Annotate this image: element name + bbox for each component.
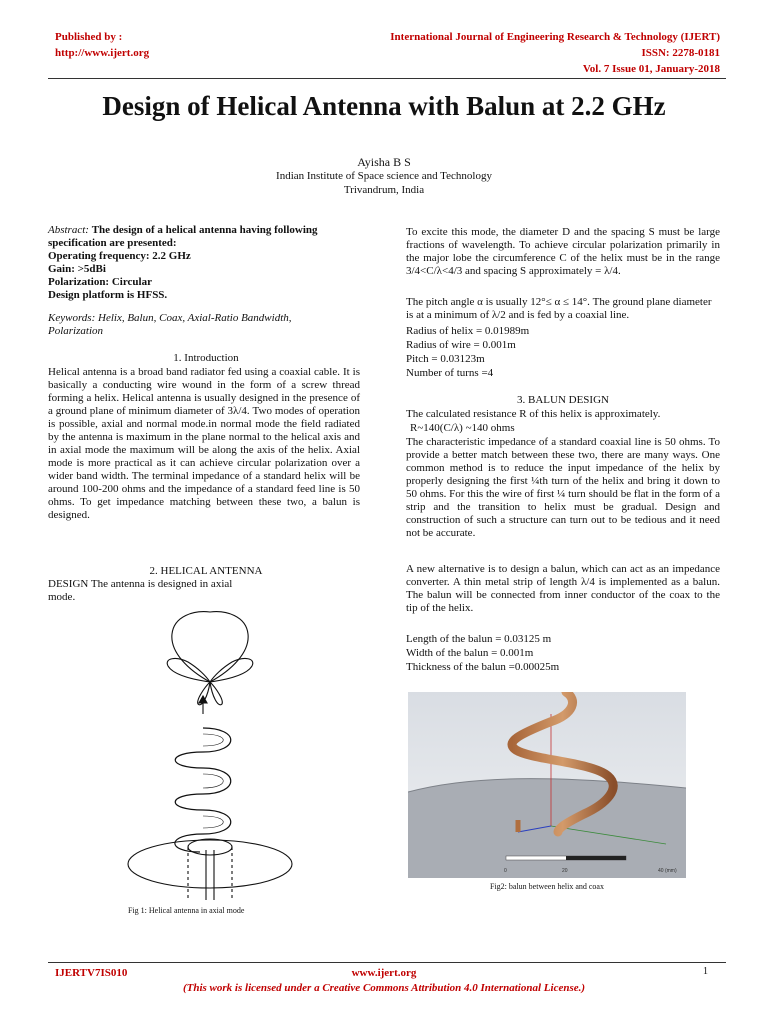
balun-dimensions: [406, 632, 720, 674]
param-radius-wire: Radius of wire = 0.001m: [406, 339, 516, 351]
fig1-caption: Fig 1: Helical antenna in axial mode: [128, 906, 245, 915]
author-name: Ayisha B S: [357, 155, 411, 169]
balun-para-3: A new alternative is to design a balun, which can act as an impedance converter. A thin metal strip of length λ/4 is implemented as a balun. The balun will be connected from inner conductor of the coax to the tip of the helix.: [406, 563, 720, 614]
right-para-2: The pitch angle α is usually 12°≤ α ≤ 14°. The ground plane diameter is at a minimum of λ/2 and is fed by a coaxial line.: [406, 296, 712, 321]
helical-heading: 2. HELICAL ANTENNA: [149, 565, 263, 577]
coax-top: [188, 839, 232, 855]
balun-heading: 3. BALUN DESIGN: [517, 394, 609, 406]
fig2-balun-render: [408, 692, 686, 878]
footer-rule: [48, 962, 726, 963]
scale-label-40: 40 (mm): [658, 868, 677, 874]
footer-paper-id: IJERTV7IS010: [55, 967, 128, 979]
helix-coil: [175, 728, 231, 852]
helical-text: DESIGN The antenna is designed in axial mode.: [48, 578, 233, 603]
balun-thickness: Thickness of the balun =0.00025m: [406, 661, 560, 673]
scale-label-20: 20: [562, 868, 568, 874]
issn: ISSN: 2278-0181: [641, 47, 720, 59]
spec-platform: Design platform is HFSS.: [48, 289, 168, 301]
ground-plane-surface: [408, 779, 686, 878]
balun-para-2: The characteristic impedance of a standard coaxial line is 50 ohms. To provide a better match between these two, there are many ways. One common method is to reduce the input impedance of the helix by properly designing the first ¼th turn of the helix and bring it down to 50 ohms. For this the wire of first ¼ turn should be flat in the form of a strip and the transition to helix must be gradual. Design and construction of such a structure can turn out to be tedious and it need not be accurate.: [406, 436, 720, 539]
param-radius-helix: Radius of helix = 0.01989m: [406, 325, 530, 337]
balun-formula: R~140(C/λ) ~140 ohms: [410, 422, 515, 434]
pattern-back-lobe-right: [210, 682, 222, 705]
abstract: [48, 224, 364, 302]
balun-length: Length of the balun = 0.03125 m: [406, 633, 552, 645]
intro-heading: 1. Introduction: [173, 352, 239, 364]
pattern-main-lobe: [172, 612, 248, 682]
scale-label-0: 0: [504, 868, 507, 874]
volume-issue: Vol. 7 Issue 01, January-2018: [582, 63, 720, 75]
intro-text: Helical antenna is a broad band radiator fed using a coaxial cable. It is basically a conducting wire wound in the form of a screw thread forming a helix. Helical antenna is usually designed in the presence of a ground plane of minimum diameter of 3λ/4. Two modes of operation is possible, axial and normal mode.in normal mode the field radiated by the antenna is maximum in the plane normal to the helical axis and in axial mode the maximum will be along the axis of the helix. Axial mode is more practical as it can achieve circular polarization over a wider band width. The terminal impedance of a standard helix will be around 100-200 ohms and the impedance of a standard feed line is 50 ohms. To get impedance matching between these two, a balun is designed.: [48, 366, 360, 521]
fig2-caption: Fig2: balun between helix and coax: [490, 882, 604, 891]
param-pitch: Pitch = 0.03123m: [406, 353, 485, 365]
footer-website[interactable]: www.ijert.org: [351, 967, 417, 979]
spec-frequency: Operating frequency: 2.2 GHz: [48, 250, 191, 262]
balun-para-1: The calculated resistance R of this helix is approximately.: [406, 408, 661, 420]
spec-gain: Gain: >5dBi: [48, 263, 106, 275]
publisher-label: Published by :: [55, 31, 123, 43]
helix-params: [406, 324, 720, 380]
balun-width: Width of the balun = 0.001m: [406, 647, 534, 659]
abstract-label: Abstract:: [48, 224, 89, 236]
spec-polarization: Polarization: Circular: [48, 276, 152, 288]
abstract-lead: The design of a helical antenna having following specification are presented:: [48, 224, 318, 249]
author-location: Trivandrum, India: [343, 184, 425, 196]
author-institute: Indian Institute of Space science and Technology: [276, 170, 492, 182]
param-turns: Number of turns =4: [406, 367, 494, 379]
right-para-1: To excite this mode, the diameter D and the spacing S must be large fractions of wavelength. To achieve circular polarization primarily in the major lobe the circumference C of the helix must be in the range 3/4<C/λ<4/3 and spacing S approximately = λ/4.: [406, 226, 720, 277]
journal-name: International Journal of Engineering Research & Technology (IJERT): [390, 31, 720, 43]
fig1-helical-antenna: [110, 610, 310, 905]
paper-title: Design of Helical Antenna with Balun at 2.2 GHz: [102, 91, 666, 121]
website-link[interactable]: http://www.ijert.org: [55, 47, 150, 59]
page-number: 1: [703, 966, 708, 977]
header-rule: [48, 78, 726, 79]
keywords: Keywords: Helix, Balun, Coax, Axial-Ratio Bandwidth, Polarization: [48, 312, 292, 337]
license-notice: (This work is licensed under a Creative Commons Attribution 4.0 International License.): [182, 982, 586, 994]
ground-plane: [128, 840, 292, 888]
